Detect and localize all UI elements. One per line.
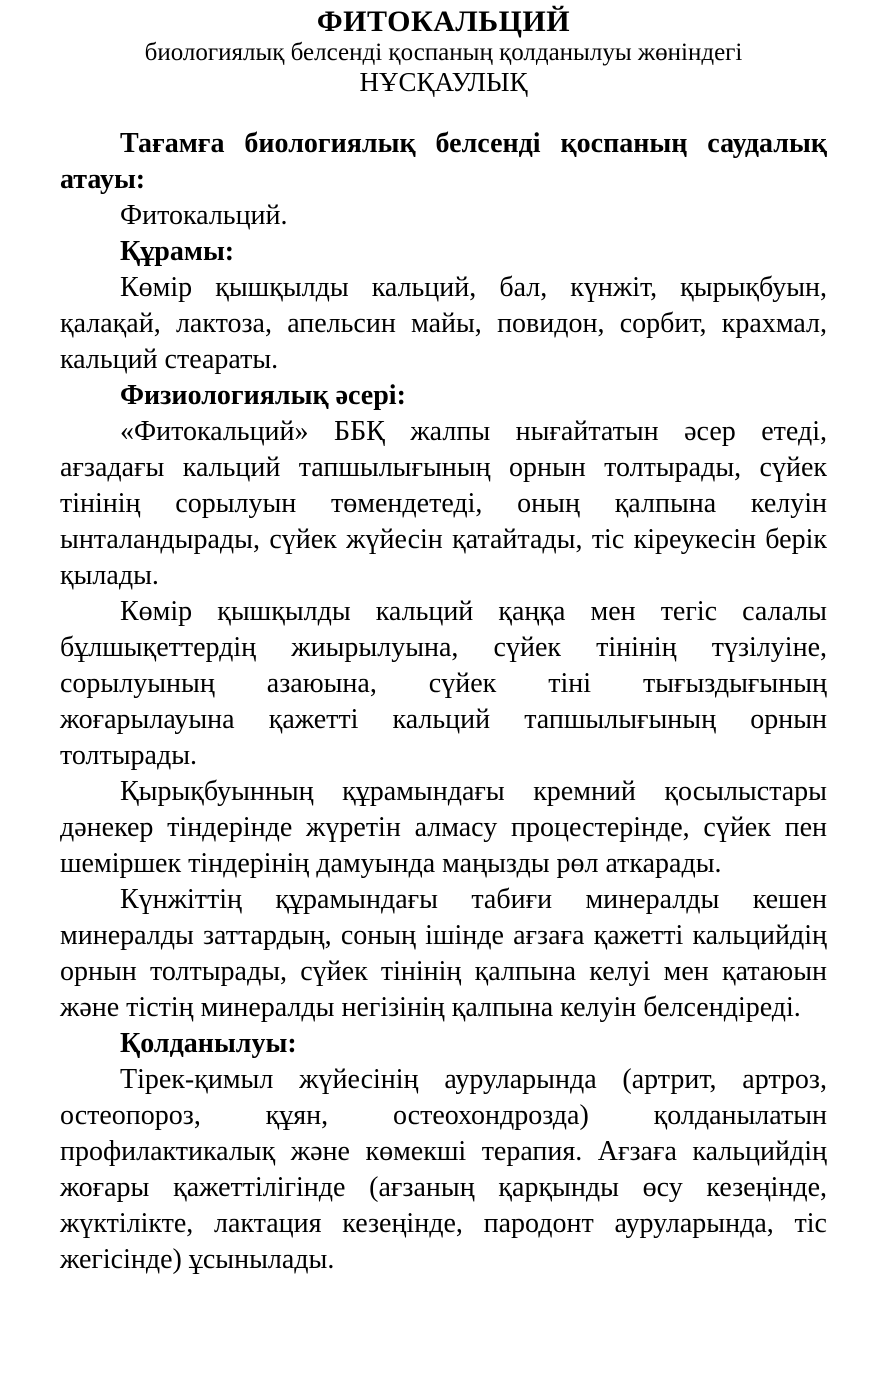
instruction-page <box>60 6 827 1278</box>
composition-heading: Құрамы: <box>120 236 235 267</box>
document-title: ФИТОКАЛЬЦИЙ <box>316 5 571 38</box>
document-header <box>60 6 827 98</box>
trade-name-text: Фитокальций. <box>120 200 288 231</box>
document-body <box>60 126 827 1278</box>
effect-paragraph-1: «Фитокальций» ББҚ жалпы нығайтатын әсер етеді, ағзадағы кальций тапшылығының орнын толтырады, сүйек тінінің сорылуын төмендетеді, оның қалпына келуін ынталандырады, сүйек жүйесін қатайтады, тіс кіреукесін берік қылады. <box>60 416 827 591</box>
effect-paragraph-4: Күнжіттің құрамындағы табиғи минералды кешен минералды заттардың, соның ішінде ағзаға қажетті кальцийдің орнын толтырады, сүйек тінінің қалпына келуі мен қатаюын және тістің минералды негізінің қалпына келуін белсендіреді. <box>60 884 827 1023</box>
document-subtitle: биологиялық белсенді қоспаның қолданылуы жөніндегі <box>144 39 743 66</box>
composition-text: Көмір қышқылды кальций, бал, күнжіт, қырықбуын, қалақай, лактоза, апельсин майы, повидон, сорбит, крахмал, кальций стеараты. <box>60 272 827 375</box>
effect-paragraph-2: Көмір қышқылды кальций қаңқа мен тегіс салалы бұлшықеттердің жиырылуына, сүйек тінінің түзілуіне, сорылуының азаюына, сүйек тіні тығыздығының жоғарылауына қажетті кальций тапшылығының орнын толтырады. <box>60 596 827 771</box>
effect-heading: Физиологиялық әсері: <box>120 380 406 411</box>
usage-paragraph-1: Тірек-қимыл жүйесінің ауруларында (артрит, артроз, остеопороз, құян, остеохондрозда) қолданылатын профилактикалық және көмекші терапия. Ағзаға кальцийдің жоғары қажеттілігінде (ағзаның қарқынды өсу кезеңінде, жүктілікте, лактация кезеңінде, пародонт ауруларында, тіс жегісінде) ұсынылады. <box>60 1064 827 1275</box>
usage-heading: Қолданылуы: <box>120 1028 297 1059</box>
effect-paragraph-3: Қырықбуынның құрамындағы кремний қосылыстары дәнекер тіндерінде жүретін алмасу процестерінде, сүйек пен шеміршек тіндерінің дамуында маңызды рөл аткарады. <box>60 776 827 879</box>
document-type: НҰСҚАУЛЫҚ <box>359 67 528 97</box>
trade-name-heading: Тағамға биологиялық белсенді қоспаның саудалық атауы: <box>60 128 827 195</box>
